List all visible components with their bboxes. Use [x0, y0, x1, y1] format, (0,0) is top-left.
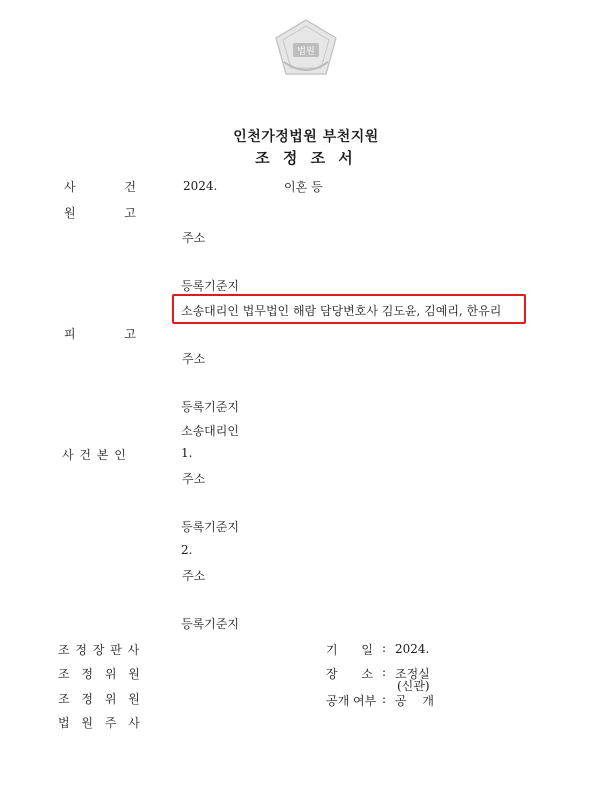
- principal-2-number: 2.: [181, 543, 193, 557]
- defendant-registry-label: 등록기준지: [181, 400, 239, 414]
- plaintiff-label: [64, 204, 136, 221]
- session-place-label: 장 소: [326, 667, 383, 681]
- label-char: 원: [64, 206, 76, 220]
- title-block: [0, 126, 612, 168]
- session-place-colon: :: [382, 665, 387, 679]
- official-mediator-1: 조 정 위 원: [58, 667, 144, 681]
- session-date-label: 기 일: [326, 643, 383, 657]
- defendant-address-label: 주소: [182, 352, 206, 366]
- official-mediator-2: 조 정 위 원: [58, 692, 144, 706]
- plaintiff-representative: 소송대리인 법무법인 해람 담당변호사 김도윤, 김예리, 한유리: [181, 304, 502, 318]
- session-date-colon: :: [382, 641, 387, 655]
- session-public-value: 공 개: [395, 694, 440, 708]
- case-number: 2024.: [183, 179, 218, 193]
- principal-2-address-label: 주소: [182, 569, 206, 583]
- court-emblem-icon: [274, 18, 338, 76]
- session-date-value: 2024.: [395, 642, 430, 656]
- plaintiff-registry-label: 등록기준지: [181, 279, 239, 293]
- label-char: 건: [124, 180, 136, 194]
- court-name: 인천가정법원 부천지원: [233, 129, 379, 145]
- session-place-sub: (신관): [397, 679, 430, 693]
- emblem-text: 법원: [297, 47, 315, 57]
- principals-label: 사 건 본 인: [62, 448, 127, 462]
- label-char: 고: [124, 327, 136, 341]
- session-public-colon: :: [382, 692, 387, 706]
- official-court-clerk: 법 원 주 사: [58, 716, 144, 730]
- session-public-label: 공개 여부: [326, 694, 377, 708]
- session-place-value: 조정실: [395, 667, 430, 681]
- case-label: [64, 178, 136, 195]
- label-char: 고: [124, 206, 136, 220]
- principal-1-registry-label: 등록기준지: [181, 520, 239, 534]
- document-title: 조 정 조 서: [255, 149, 357, 167]
- plaintiff-address-label: 주소: [182, 231, 206, 245]
- principal-1-address-label: 주소: [182, 472, 206, 486]
- label-char: 사: [64, 180, 76, 194]
- principal-2-registry-label: 등록기준지: [181, 617, 239, 631]
- label-char: 피: [64, 327, 76, 341]
- case-name: 이혼 등: [284, 180, 323, 194]
- principal-1-number: 1.: [181, 446, 193, 460]
- official-presiding-judge: 조 정 장 판 사: [58, 643, 141, 657]
- defendant-representative: 소송대리인: [181, 424, 239, 438]
- defendant-label: [64, 325, 136, 342]
